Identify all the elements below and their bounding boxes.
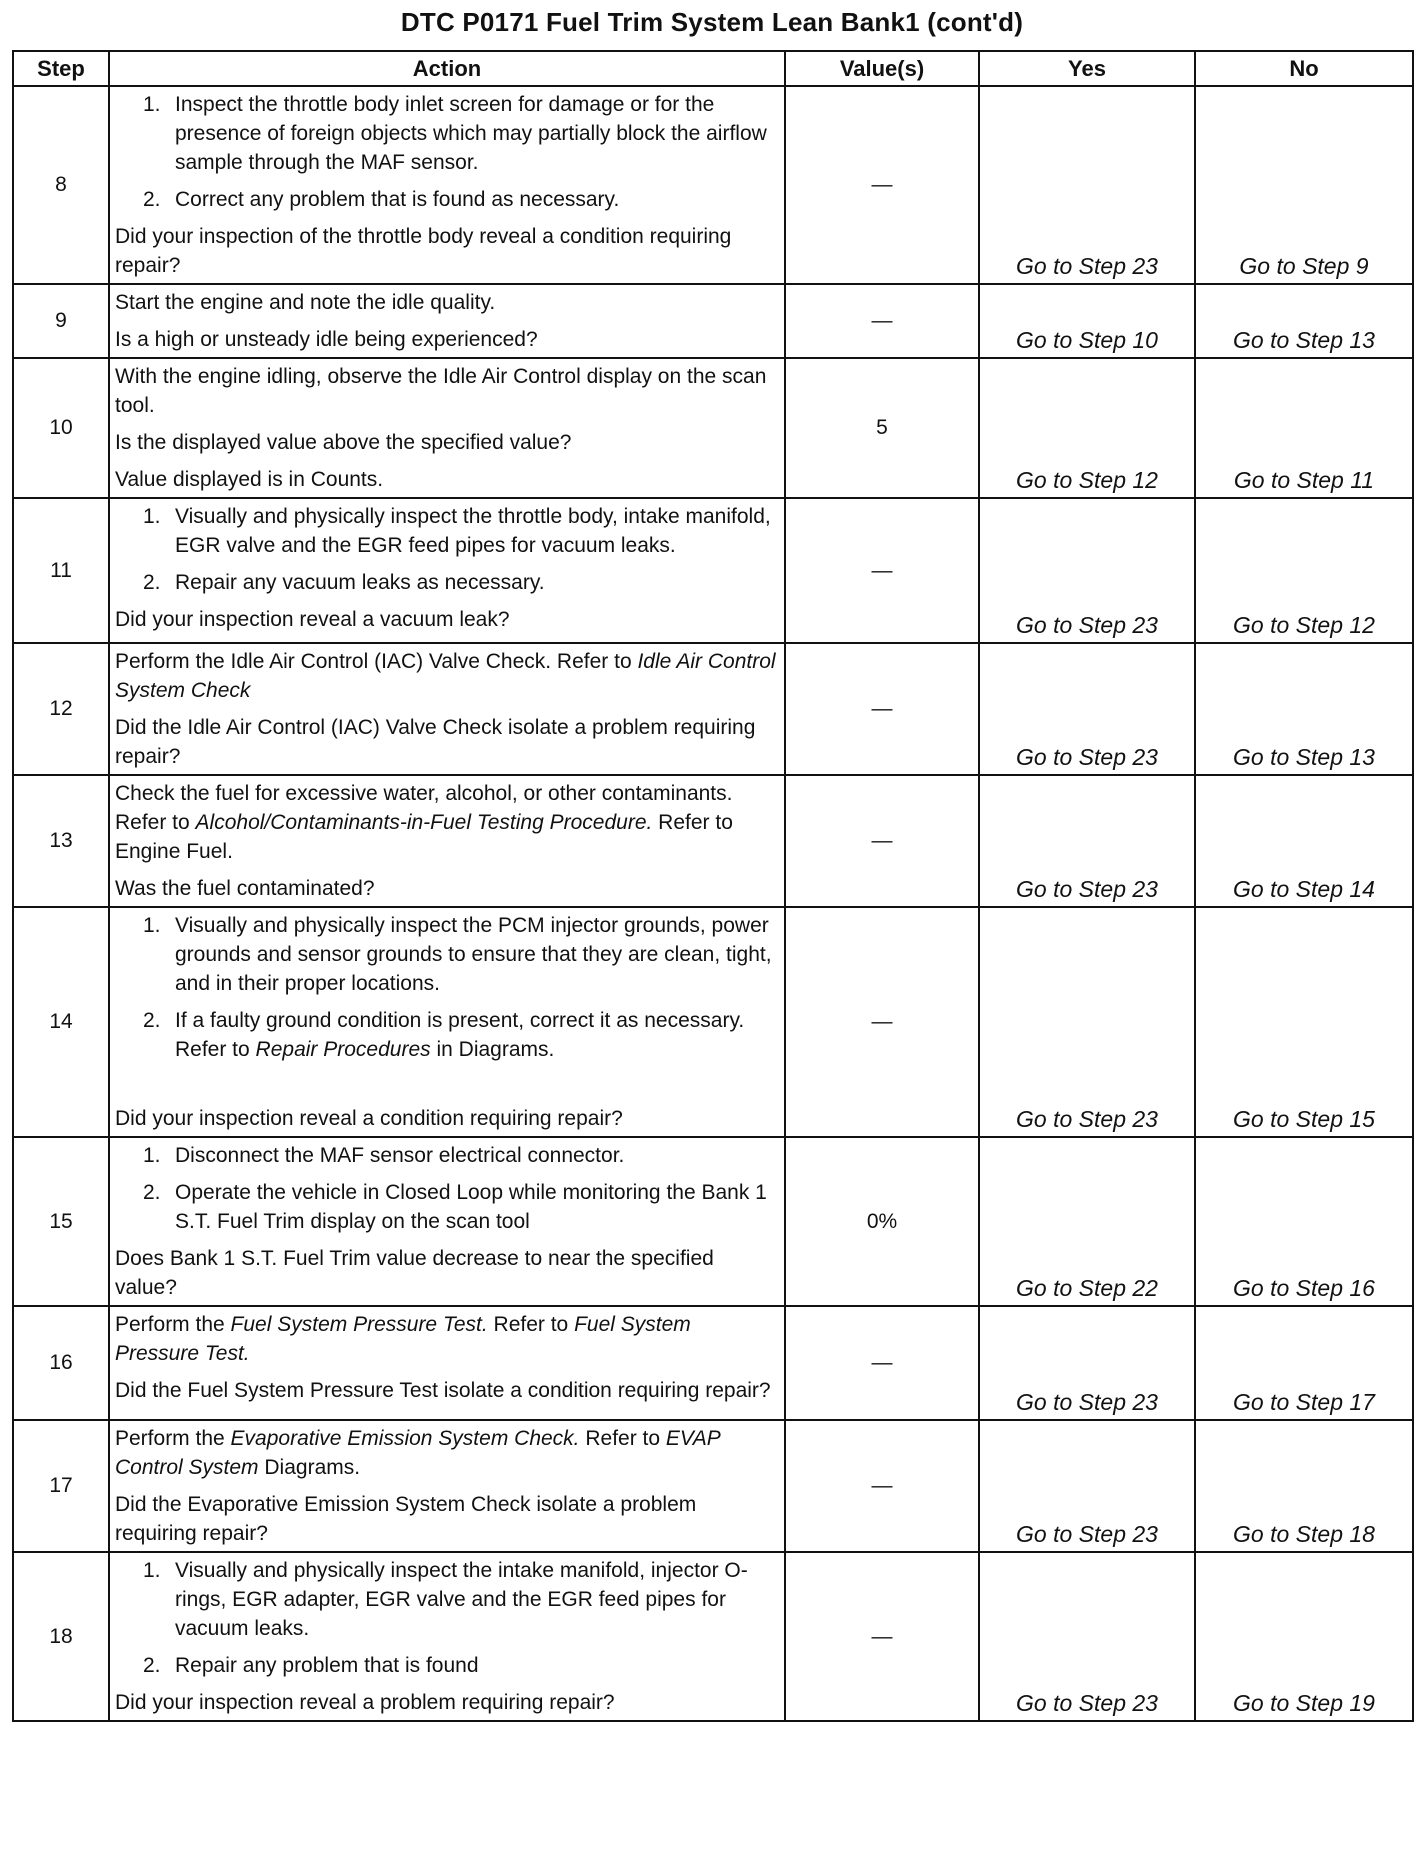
action-text: Refer to: [579, 1427, 666, 1450]
action-text: Diagrams.: [258, 1456, 361, 1479]
numbered-instruction: [115, 502, 780, 560]
table-row: [13, 1306, 1413, 1420]
instruction-text: [175, 911, 780, 998]
action-text: Does Bank 1 S.T. Fuel Trim value decrease to near the specified value?: [115, 1247, 714, 1299]
action-paragraph: [115, 1310, 780, 1368]
reference-text: EVAP Control System: [115, 1427, 720, 1479]
yes-goto: Go to Step 23: [979, 86, 1195, 284]
action-text: Disconnect the MAF sensor electrical connector.: [175, 1144, 625, 1167]
no-goto: Go to Step 15: [1195, 907, 1413, 1137]
value-cell: —: [785, 907, 979, 1137]
instruction-number: 2.: [143, 1009, 161, 1032]
action-text: Visually and physically inspect the throttle body, intake manifold, EGR valve and the EGR feed pipes for vacuum leaks.: [175, 505, 771, 557]
numbered-instruction: [115, 1651, 780, 1680]
instruction-text: [175, 185, 780, 214]
numbered-instruction: [115, 911, 780, 998]
spacer: [115, 1680, 780, 1688]
action-cell: [109, 358, 785, 498]
instruction-number: 1.: [143, 505, 161, 528]
instruction-text: [175, 568, 780, 597]
action-text: With the engine idling, observe the Idle Air Control display on the scan tool.: [115, 365, 767, 417]
action-text: Perform the: [115, 1427, 231, 1450]
action-cell: [109, 284, 785, 358]
action-cell: [109, 1552, 785, 1721]
action-cell: [109, 1137, 785, 1306]
instruction-number: 1.: [143, 1559, 161, 1582]
value-cell: —: [785, 1552, 979, 1721]
action-text: in Diagrams.: [430, 1038, 555, 1061]
action-paragraph: [115, 1244, 780, 1302]
action-text: Did your inspection of the throttle body reveal a condition requiring repair?: [115, 225, 732, 277]
action-text: Refer to: [487, 1313, 575, 1336]
action-text: Operate the vehicle in Closed Loop while monitoring the Bank 1 S.T. Fuel Trim display on the scan tool: [175, 1181, 767, 1233]
no-goto: Go to Step 16: [1195, 1137, 1413, 1306]
numbered-instruction: [115, 1178, 780, 1236]
value-cell: 5: [785, 358, 979, 498]
no-goto: Go to Step 11: [1195, 358, 1413, 498]
value-cell: —: [785, 498, 979, 643]
spacer: [115, 1482, 780, 1490]
spacer: [115, 1368, 780, 1376]
action-text: If a faulty ground condition is present, correct it as necessary. Refer to: [175, 1009, 745, 1061]
action-paragraph: [115, 779, 780, 866]
yes-goto: Go to Step 23: [979, 775, 1195, 907]
action-paragraph: [115, 605, 780, 634]
table-row: [13, 1137, 1413, 1306]
action-paragraph: [115, 1490, 780, 1548]
value-cell: —: [785, 86, 979, 284]
numbered-instruction: [115, 1006, 780, 1064]
action-text: Did the Fuel System Pressure Test isolate a condition requiring repair?: [115, 1379, 771, 1402]
numbered-instruction: [115, 568, 780, 597]
action-text: Value displayed is in Counts.: [115, 468, 384, 491]
action-paragraph: [115, 1688, 780, 1717]
table-row: [13, 1552, 1413, 1721]
spacer: [115, 1064, 780, 1104]
value-cell: —: [785, 643, 979, 775]
spacer: [115, 420, 780, 428]
instruction-text: [175, 1556, 780, 1643]
spacer: [115, 705, 780, 713]
action-text: Did your inspection reveal a problem requiring repair?: [115, 1691, 615, 1714]
spacer: [115, 457, 780, 465]
reference-text: Fuel System Pressure Test.: [115, 1313, 691, 1365]
instruction-number: 2.: [143, 571, 161, 594]
action-cell: [109, 775, 785, 907]
spacer: [115, 560, 780, 568]
spacer: [115, 597, 780, 605]
action-paragraph: [115, 713, 780, 771]
no-goto: Go to Step 19: [1195, 1552, 1413, 1721]
no-goto: Go to Step 12: [1195, 498, 1413, 643]
step-number: 17: [13, 1420, 109, 1552]
reference-text: Fuel System Pressure Test.: [230, 1313, 488, 1336]
instruction-text: [175, 502, 780, 560]
table-row: [13, 358, 1413, 498]
spacer: [115, 317, 780, 325]
step-number: 16: [13, 1306, 109, 1420]
action-paragraph: [115, 222, 780, 280]
reference-text: Alcohol/Contaminants-in-Fuel Testing Procedure.: [195, 811, 653, 834]
step-number: 12: [13, 643, 109, 775]
spacer: [115, 866, 780, 874]
action-cell: [109, 498, 785, 643]
action-paragraph: [115, 325, 780, 354]
step-number: 15: [13, 1137, 109, 1306]
action-text: Is the displayed value above the specified value?: [115, 431, 572, 454]
value-cell: —: [785, 775, 979, 907]
spacer: [115, 1236, 780, 1244]
action-text: Repair any problem that is found: [175, 1654, 479, 1677]
numbered-instruction: [115, 1141, 780, 1170]
table-row: [13, 907, 1413, 1137]
value-cell: —: [785, 284, 979, 358]
yes-goto: Go to Step 23: [979, 1306, 1195, 1420]
instruction-text: [175, 1651, 780, 1680]
instruction-number: 1.: [143, 1144, 161, 1167]
action-text: Correct any problem that is found as necessary.: [175, 188, 620, 211]
action-paragraph: [115, 874, 780, 903]
action-paragraph: [115, 288, 780, 317]
action-paragraph: [115, 1424, 780, 1482]
action-paragraph: [115, 1104, 780, 1133]
table-row: [13, 1420, 1413, 1552]
action-text: Inspect the throttle body inlet screen for damage or for the presence of foreign objects which may partially block the airflow sample through the MAF sensor.: [175, 93, 767, 174]
action-text: Was the fuel contaminated?: [115, 877, 375, 900]
instruction-number: 2.: [143, 1181, 161, 1204]
action-text: Start the engine and note the idle quality.: [115, 291, 496, 314]
spacer: [115, 1170, 780, 1178]
numbered-instruction: [115, 90, 780, 177]
step-number: 14: [13, 907, 109, 1137]
action-text: Perform the: [115, 1313, 231, 1336]
step-number: 9: [13, 284, 109, 358]
yes-goto: Go to Step 22: [979, 1137, 1195, 1306]
header-no: No: [1195, 51, 1413, 86]
step-number: 13: [13, 775, 109, 907]
action-text: Did your inspection reveal a condition requiring repair?: [115, 1107, 623, 1130]
action-text: Did your inspection reveal a vacuum leak?: [115, 608, 510, 631]
step-number: 11: [13, 498, 109, 643]
instruction-number: 1.: [143, 914, 161, 937]
spacer: [115, 214, 780, 222]
no-goto: Go to Step 14: [1195, 775, 1413, 907]
action-cell: [109, 1306, 785, 1420]
yes-goto: Go to Step 12: [979, 358, 1195, 498]
action-paragraph: [115, 465, 780, 494]
step-number: 8: [13, 86, 109, 284]
yes-goto: Go to Step 23: [979, 1552, 1195, 1721]
no-goto: Go to Step 13: [1195, 643, 1413, 775]
no-goto: Go to Step 9: [1195, 86, 1413, 284]
step-number: 10: [13, 358, 109, 498]
numbered-instruction: [115, 185, 780, 214]
spacer: [115, 1643, 780, 1651]
numbered-instruction: [115, 1556, 780, 1643]
step-number: 18: [13, 1552, 109, 1721]
action-cell: [109, 907, 785, 1137]
instruction-number: 2.: [143, 1654, 161, 1677]
table-row: [13, 643, 1413, 775]
yes-goto: Go to Step 10: [979, 284, 1195, 358]
yes-goto: Go to Step 23: [979, 498, 1195, 643]
action-text: Did the Idle Air Control (IAC) Valve Check isolate a problem requiring repair?: [115, 716, 756, 768]
yes-goto: Go to Step 23: [979, 1420, 1195, 1552]
action-text: Repair any vacuum leaks as necessary.: [175, 571, 545, 594]
action-text: Visually and physically inspect the PCM injector grounds, power grounds and sensor grounds to ensure that they are clean, tight, and in their proper locations.: [175, 914, 772, 995]
table-row: [13, 86, 1413, 284]
table-header-row: [13, 51, 1413, 86]
action-text: Check the fuel for excessive water, alcohol, or other contaminants. Refer to: [115, 782, 733, 834]
action-text: Did the Evaporative Emission System Check isolate a problem requiring repair?: [115, 1493, 697, 1545]
instruction-number: 2.: [143, 188, 161, 211]
no-goto: Go to Step 13: [1195, 284, 1413, 358]
instruction-text: [175, 90, 780, 177]
action-cell: [109, 86, 785, 284]
action-paragraph: [115, 647, 780, 705]
action-text: Visually and physically inspect the intake manifold, injector O-rings, EGR adapter, EGR valve and the EGR feed pipes for vacuum leaks.: [175, 1559, 748, 1640]
no-goto: Go to Step 18: [1195, 1420, 1413, 1552]
action-text: Perform the Idle Air Control (IAC) Valve Check. Refer to: [115, 650, 638, 673]
instruction-text: [175, 1141, 780, 1170]
header-yes: Yes: [979, 51, 1195, 86]
reference-text: Repair Procedures: [255, 1038, 431, 1061]
header-step: Step: [13, 51, 109, 86]
table-row: [13, 775, 1413, 907]
action-paragraph: [115, 362, 780, 420]
action-text: Is a high or unsteady idle being experienced?: [115, 328, 538, 351]
value-cell: —: [785, 1420, 979, 1552]
yes-goto: Go to Step 23: [979, 907, 1195, 1137]
value-cell: 0%: [785, 1137, 979, 1306]
no-goto: Go to Step 17: [1195, 1306, 1413, 1420]
spacer: [115, 998, 780, 1006]
value-cell: —: [785, 1306, 979, 1420]
page-title: DTC P0171 Fuel Trim System Lean Bank1 (cont'd): [400, 7, 1024, 37]
header-action: Action: [109, 51, 785, 86]
reference-text: Idle Air Control System Check: [115, 650, 776, 702]
table-row: [13, 284, 1413, 358]
action-paragraph: [115, 1376, 780, 1405]
table-row: [13, 498, 1413, 643]
header-values: Value(s): [785, 51, 979, 86]
table-body: [13, 86, 1413, 1721]
action-cell: [109, 643, 785, 775]
action-cell: [109, 1420, 785, 1552]
instruction-number: 1.: [143, 93, 161, 116]
spacer: [115, 177, 780, 185]
instruction-text: [175, 1178, 780, 1236]
reference-text: Evaporative Emission System Check.: [230, 1427, 580, 1450]
action-text: Refer to Engine Fuel.: [115, 811, 733, 863]
action-paragraph: [115, 428, 780, 457]
yes-goto: Go to Step 23: [979, 643, 1195, 775]
instruction-text: [175, 1006, 780, 1064]
diagnostic-table: [12, 50, 1414, 1722]
